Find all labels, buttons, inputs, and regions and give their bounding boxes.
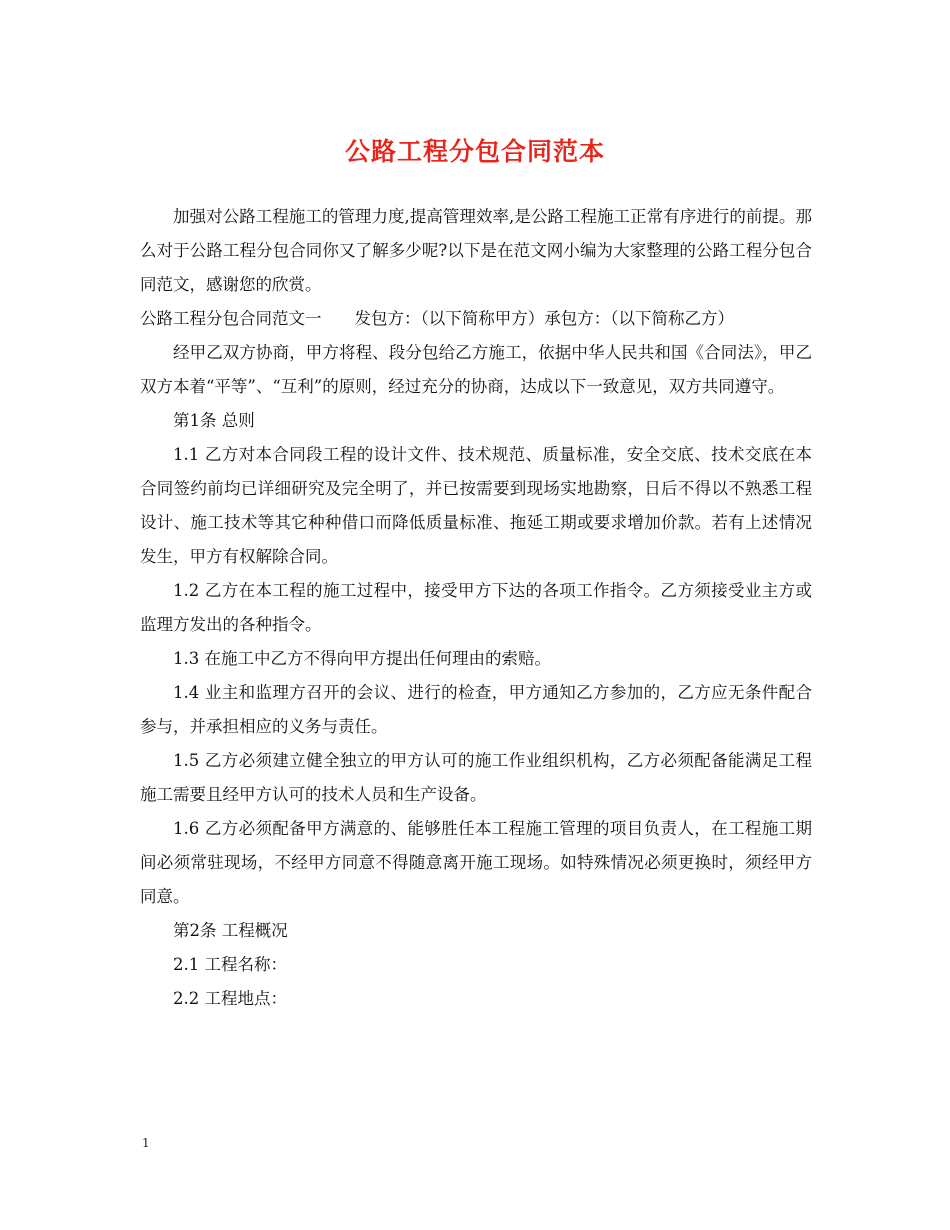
clause-1-1: 1.1 乙方对本合同段工程的设计文件、技术规范、质量标准，安全交底、技术交底在本合同签约前均已详细研究及完全明了，并已按需要到现场实地勘察，日后不得以不熟悉工程设计、施工技术等其它种种借口而降低质量标准、拖延工期或要求增加价款。若有上述情况发生，甲方有权解除合同。 [140,445,812,566]
document-title: 公路工程分包合同范本 [344,137,605,166]
clause-2-2: 2.2 工程地点： [173,989,287,1008]
paragraph-intro: 加强对公路工程施工的管理力度,提高管理效率,是公路工程施工正常有序进行的前提。那么对于公路工程分包合同你又了解多少呢?以下是在范文网小编为大家整理的公路工程分包合同范文，感谢您的欣赏。 [140,207,812,294]
clause-1-5: 1.5 乙方必须建立健全独立的甲方认可的施工作业组织机构，乙方必须配备能满足工程施工需要且经甲方认可的技术人员和生产设备。 [140,751,812,804]
clause-1-3: 1.3 在施工中乙方不得向甲方提出任何理由的索赔。 [173,649,551,668]
clause-1-2: 1.2 乙方在本工程的施工过程中，接受甲方下达的各项工作指令。乙方须接受业主方或监理方发出的各种指令。 [140,581,812,634]
paragraph-parties: 公路工程分包合同范文一 发包方：（以下简称甲方）承包方：（以下简称乙方） [140,309,734,328]
clause-2-1: 2.1 工程名称： [173,955,287,974]
document-body [140,200,812,1016]
clause-1-4: 1.4 业主和监理方召开的会议、进行的检查，甲方通知乙方参加的，乙方应无条件配合参与，并承担相应的义务与责任。 [140,683,812,736]
section-heading-1: 第1条 总则 [173,411,255,430]
clause-1-6: 1.6 乙方必须配备甲方满意的、能够胜任本工程施工管理的项目负责人，在工程施工期间必须常驻现场，不经甲方同意不得随意离开施工现场。如特殊情况必须更换时，须经甲方同意。 [140,819,812,906]
section-heading-2: 第2条 工程概况 [173,921,288,940]
paragraph-agreement: 经甲乙双方协商，甲方将程、段分包给乙方施工，依据中华人民共和国《合同法》，甲乙双方本着“平等”、“互利”的原则，经过充分的协商，达成以下一致意见，双方共同遵守。 [140,343,812,396]
page-number: 1 [142,1136,150,1150]
